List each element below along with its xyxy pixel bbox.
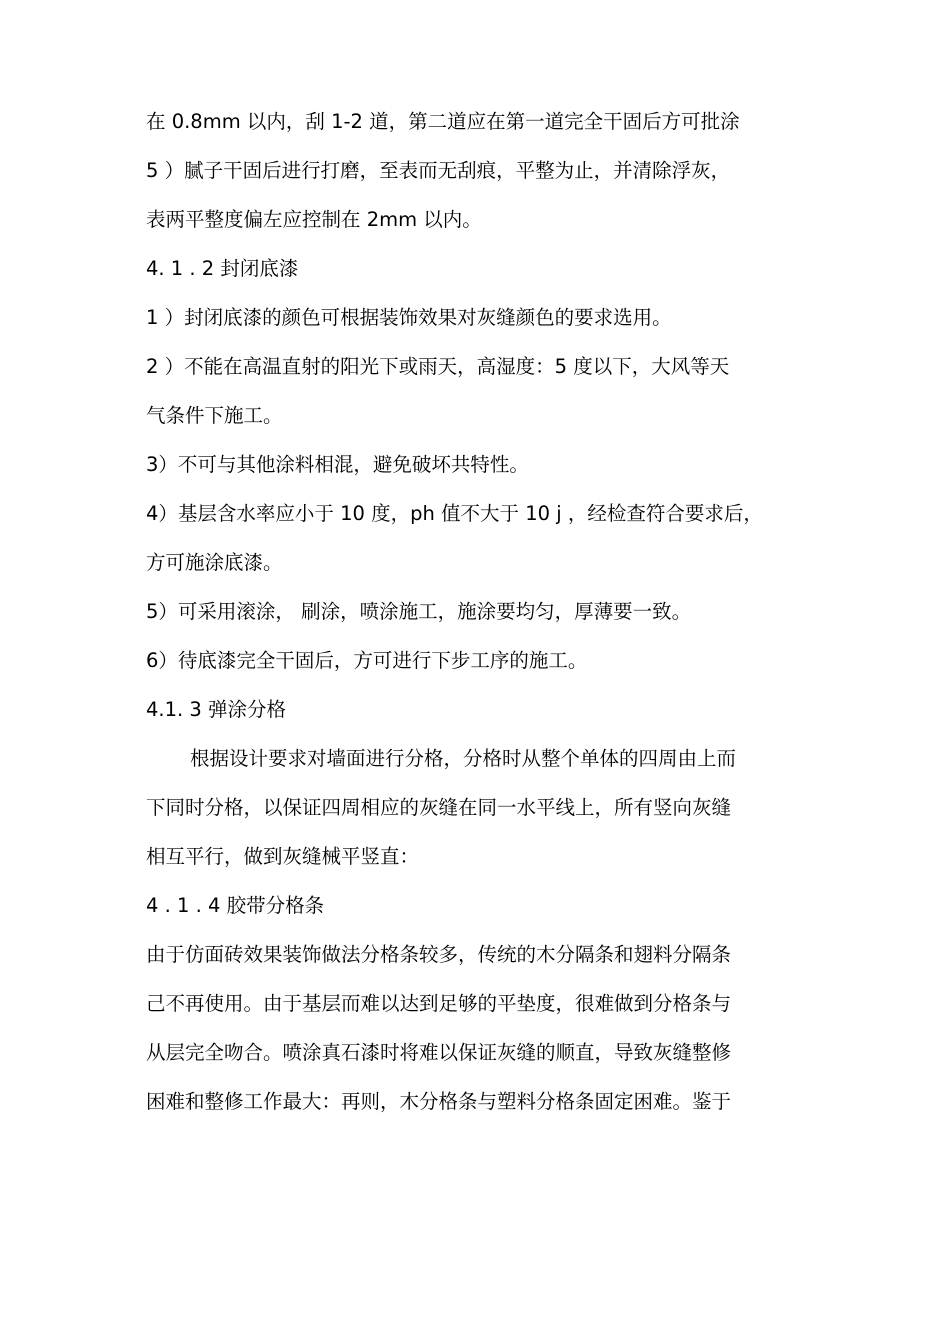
text-line-3: 表两平整度偏左应控制在 2mm 以内。	[146, 208, 482, 231]
section-heading-4-1-2: 4. 1 . 2 封闭底漆	[146, 257, 299, 280]
section-heading-4-1-4: 4 . 1 . 4 胶带分格条	[146, 894, 325, 917]
text-line-10: 方可施涂底漆。	[146, 551, 283, 574]
text-line-14: 根据设计要求对墙面进行分格，分格时从整个单体的四周由上而	[190, 747, 737, 770]
text-line-6: 2 ）不能在高温直射的阳光下或雨天，高湿度：5 度以下，大风等天	[146, 355, 730, 378]
text-line-5: 1 ）封闭底漆的颜色可根据装饰效果对灰缝颜色的要求选用。	[146, 306, 672, 329]
text-line-7: 气条件下施工。	[146, 404, 283, 427]
text-line-9: 4）基层含水率应小于 10 度，ph 值不大于 10 j ，经检查符合要求后，	[146, 502, 763, 525]
text-line-20: 从层完全吻合。喷涂真石漆时将难以保证灰缝的顺直，导致灰缝整修	[146, 1041, 732, 1064]
section-heading-4-1-3: 4.1. 3 弹涂分格	[146, 698, 287, 721]
text-line-16: 相互平行，做到灰缝械平竖直：	[146, 845, 420, 868]
text-line-15: 下同时分格，以保证四周相应的灰缝在同一水平线上，所有竖向灰缝	[146, 796, 732, 819]
text-line-11: 5）可采用滚涂， 刷涂，喷涂施工，施涂要均匀，厚薄要一致。	[146, 600, 692, 623]
text-line-1: 在 0.8mm 以内，刮 1-2 道，第二道应在第一道完全干固后方可批涂	[146, 110, 740, 133]
text-line-12: 6）待底漆完全干固后，方可进行下步工序的施工。	[146, 649, 588, 672]
document-body	[146, 97, 818, 1126]
text-line-19: 己不再使用。由于基层而难以达到足够的平垫度，很难做到分格条与	[146, 992, 732, 1015]
text-line-2: 5 ）腻子干固后进行打磨，至表而无刮痕，平整为止，并清除浮灰，	[146, 159, 731, 182]
text-line-21: 困难和整修工作最大：再则，木分格条与塑料分格条固定困难。鉴于	[146, 1090, 732, 1113]
text-line-18: 由于仿面砖效果装饰做法分格条较多，传统的木分隔条和翅料分隔条	[146, 943, 732, 966]
text-line-8: 3）不可与其他涂料相混，避免破坏共特性。	[146, 453, 529, 476]
